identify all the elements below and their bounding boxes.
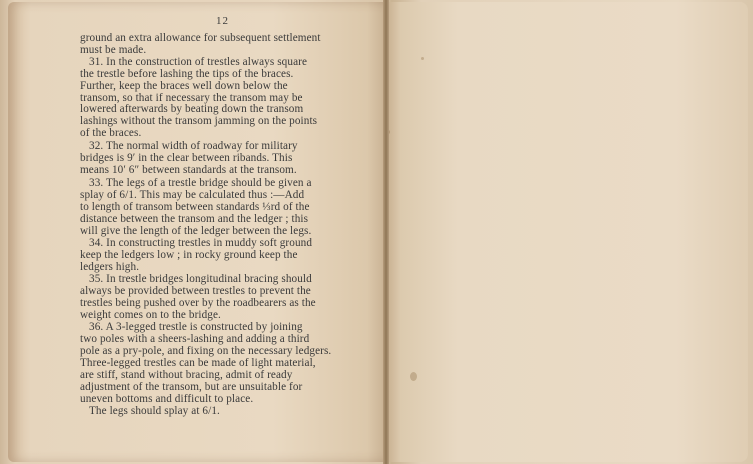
text-line: Further, keep the braces well down below the (80, 80, 288, 92)
text-line: ledgers high. (80, 261, 140, 273)
text-line: to length of transom between standards ⅓rd of the (80, 201, 310, 213)
text-line: pole as a pry-pole, and fixing on the necessary ledgers. (80, 345, 332, 357)
paper-spot (410, 372, 417, 381)
text-line: of the braces. (80, 127, 142, 139)
page-number: 12 (216, 15, 229, 27)
text-line: lashings without the transom jamming on the points (80, 115, 318, 127)
text-line: distance between the transom and the ledger ; this (80, 213, 309, 225)
text-line: will give the length of the ledger between the legs. (80, 225, 312, 237)
text-line: trestles being pushed over by the roadbearers as the (80, 297, 316, 309)
text-line: always be provided between trestles to prevent the (80, 285, 311, 297)
text-line: means 10′ 6″ between standards at the transom. (80, 164, 297, 176)
text-line: uneven bottoms and difficult to place. (80, 393, 254, 405)
text-line: 33. The legs of a trestle bridge should be given a (89, 177, 312, 189)
book-gutter (383, 0, 389, 464)
text-line: 35. In trestle bridges longitudinal bracing should (89, 273, 312, 285)
text-line: 36. A 3-legged trestle is constructed by joining (89, 321, 303, 333)
text-line: Three-legged trestles can be made of light material, (80, 357, 316, 369)
text-line: are stiff, stand without bracing, admit of ready (80, 369, 293, 381)
text-line: transom, so that if necessary the transom may be (80, 92, 303, 104)
text-line: 32. The normal width of roadway for military (89, 140, 298, 152)
text-line: the trestle before lashing the tips of the braces. (80, 68, 294, 80)
paper-spot (421, 57, 424, 60)
left-page (8, 2, 386, 462)
text-line: two poles with a sheers-lashing and adding a third (80, 333, 310, 345)
text-line: ground an extra allowance for subsequent settlement (80, 32, 321, 44)
text-line: weight comes on to the bridge. (80, 309, 221, 321)
text-line: 34. In constructing trestles in muddy soft ground (89, 237, 313, 249)
text-line: The legs should splay at 6/1. (89, 405, 220, 417)
text-line: keep the ledgers low ; in rocky ground keep the (80, 249, 298, 261)
text-line: lowered afterwards by beating down the transom (80, 103, 304, 115)
text-line: bridges is 9′ in the clear between ribands. This (80, 152, 293, 164)
text-line: must be made. (80, 44, 147, 56)
right-page-blank (386, 2, 748, 462)
text-line: adjustment of the transom, but are unsuitable for (80, 381, 303, 393)
text-line: splay of 6/1. This may be calculated thus :—Add (80, 189, 305, 201)
text-line: 31. In the construction of trestles always square (89, 56, 308, 68)
